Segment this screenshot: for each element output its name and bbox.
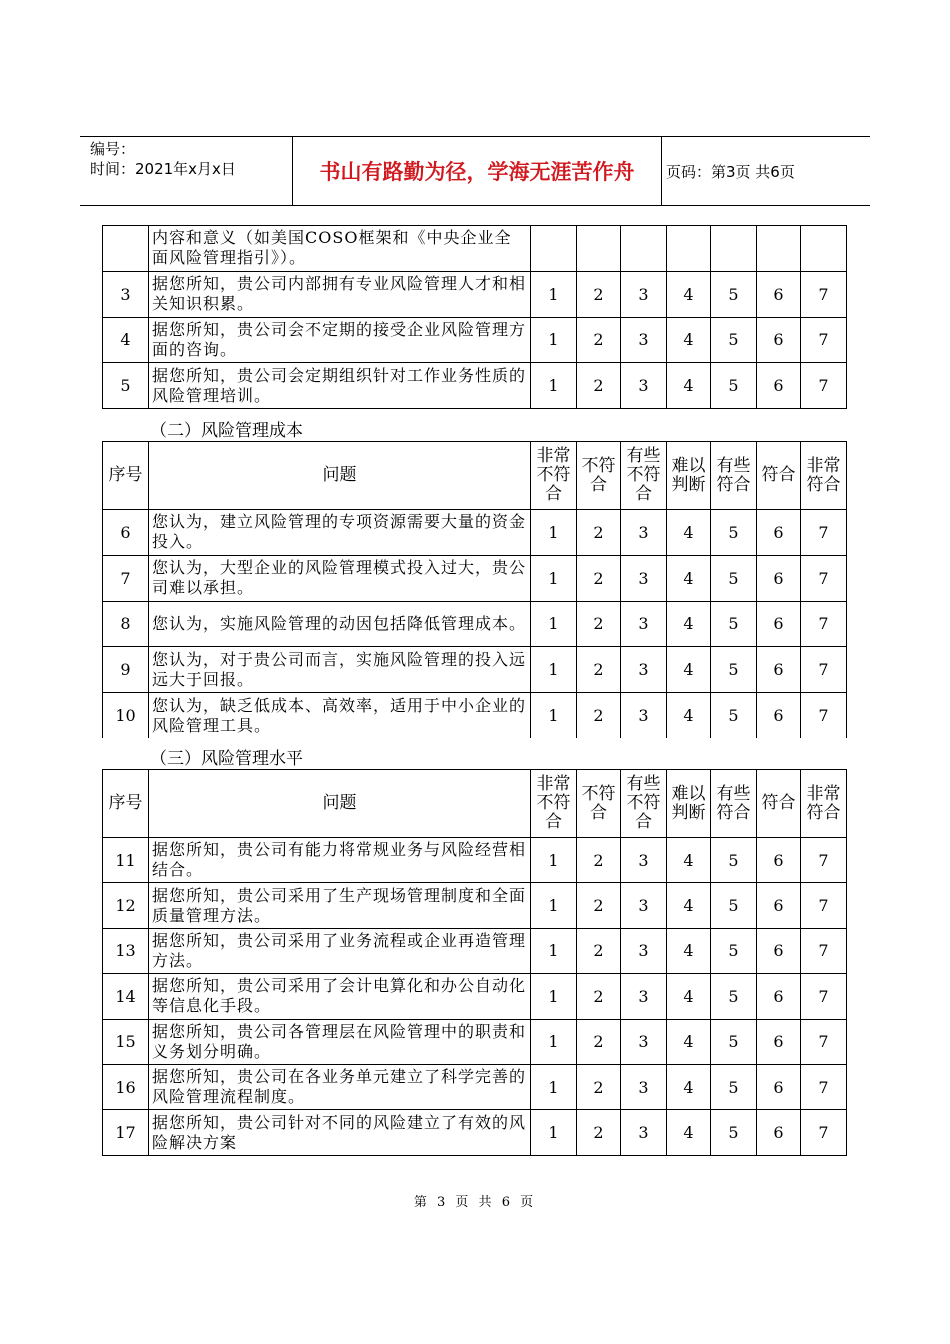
table-row [103, 226, 847, 272]
rating-option: 1 [531, 883, 577, 928]
rating-option: 7 [801, 601, 847, 647]
rating-option: 2 [577, 1064, 621, 1109]
rating-option: 6 [757, 1019, 801, 1064]
rating-option: 6 [757, 883, 801, 928]
rating-option: 1 [531, 928, 577, 973]
rating-option: 7 [801, 1110, 847, 1155]
questionnaire-table-3 [102, 769, 847, 1156]
rating-option: 6 [757, 647, 801, 693]
rating-option: 2 [577, 555, 621, 601]
rating-option: 3 [621, 928, 667, 973]
rating-option: 7 [801, 363, 847, 409]
table-row [103, 1064, 847, 1109]
row-number: 8 [103, 601, 149, 647]
table-row [103, 928, 847, 973]
rating-option: 6 [757, 974, 801, 1019]
rating-option: 6 [757, 1064, 801, 1109]
rating-option: 1 [531, 1110, 577, 1155]
rating-option: 5 [711, 510, 757, 556]
question-text: 据您所知，贵公司会不定期的接受企业风险管理方面的咨询。 [149, 317, 531, 363]
table-row [103, 271, 847, 317]
table-row [103, 510, 847, 556]
column-header: 问题 [149, 770, 531, 838]
rating-option: 1 [531, 974, 577, 1019]
rating-option: 2 [577, 647, 621, 693]
rating-option: 4 [667, 647, 711, 693]
rating-option: 5 [711, 1064, 757, 1109]
question-text: 据您所知，贵公司有能力将常规业务与风险经营相结合。 [149, 838, 531, 883]
rating-option: 3 [621, 510, 667, 556]
rating-option: 6 [757, 838, 801, 883]
rating-option: 7 [801, 555, 847, 601]
rating-option: 4 [667, 1019, 711, 1064]
rating-option: 5 [711, 928, 757, 973]
rating-option: 2 [577, 1110, 621, 1155]
section-title-level: （三）风险管理水平 [150, 749, 303, 769]
rating-option: 1 [531, 693, 577, 739]
rating-option: 1 [531, 1064, 577, 1109]
rating-option: 7 [801, 1064, 847, 1109]
column-header: 有些符合 [711, 442, 757, 510]
rating-option: 4 [667, 838, 711, 883]
rating-option: 4 [667, 928, 711, 973]
header-page-label: 页码：第3页 共6页 [666, 162, 795, 181]
rating-option: 3 [621, 1019, 667, 1064]
rating-option: 2 [577, 271, 621, 317]
page-header [80, 136, 870, 206]
question-text: 您认为，大型企业的风险管理模式投入过大，贵公司难以承担。 [149, 555, 531, 601]
table-row [103, 974, 847, 1019]
column-header: 非常符合 [801, 442, 847, 510]
questionnaire-table-1 [102, 225, 847, 409]
table-row [103, 601, 847, 647]
rating-option: 6 [757, 271, 801, 317]
rating-option: 5 [711, 271, 757, 317]
rating-option: 1 [531, 317, 577, 363]
rating-option: 4 [667, 317, 711, 363]
row-number: 12 [103, 883, 149, 928]
rating-option: 2 [577, 363, 621, 409]
rating-option: 3 [621, 974, 667, 1019]
rating-option: 6 [757, 555, 801, 601]
rating-option: 3 [621, 1110, 667, 1155]
rating-option: 2 [577, 317, 621, 363]
column-header: 非常符合 [801, 770, 847, 838]
section-title-cost: （二）风险管理成本 [150, 421, 303, 441]
row-number: 5 [103, 363, 149, 409]
table-row [103, 317, 847, 363]
column-header: 序号 [103, 442, 149, 510]
rating-option: 2 [577, 1019, 621, 1064]
question-text: 您认为，实施风险管理的动因包括降低管理成本。 [149, 601, 531, 647]
rating-option [667, 226, 711, 272]
row-number: 13 [103, 928, 149, 973]
rating-option: 7 [801, 271, 847, 317]
rating-option: 4 [667, 883, 711, 928]
row-number: 16 [103, 1064, 149, 1109]
question-text: 据您所知，贵公司采用了业务流程或企业再造管理方法。 [149, 928, 531, 973]
rating-option: 5 [711, 601, 757, 647]
rating-option: 3 [621, 601, 667, 647]
rating-option: 5 [711, 974, 757, 1019]
table-row [103, 838, 847, 883]
column-header: 不符合 [577, 442, 621, 510]
rating-option: 4 [667, 363, 711, 409]
rating-option: 2 [577, 838, 621, 883]
question-text: 据您所知，贵公司内部拥有专业风险管理人才和相关知识积累。 [149, 271, 531, 317]
row-number: 14 [103, 974, 149, 1019]
row-number: 10 [103, 693, 149, 739]
table-row [103, 1019, 847, 1064]
rating-option: 5 [711, 647, 757, 693]
column-header: 问题 [149, 442, 531, 510]
row-number: 6 [103, 510, 149, 556]
rating-option [757, 226, 801, 272]
rating-option [801, 226, 847, 272]
rating-option: 3 [621, 271, 667, 317]
rating-option: 6 [757, 1110, 801, 1155]
rating-option: 6 [757, 693, 801, 739]
question-text: 据您所知，贵公司针对不同的风险建立了有效的风险解决方案 [149, 1110, 531, 1155]
row-number: 9 [103, 647, 149, 693]
table-row [103, 363, 847, 409]
rating-option: 3 [621, 883, 667, 928]
column-header: 不符合 [577, 770, 621, 838]
table-row [103, 883, 847, 928]
rating-option: 1 [531, 601, 577, 647]
question-text: 据您所知，贵公司各管理层在风险管理中的职责和义务划分明确。 [149, 1019, 531, 1064]
question-text: 据您所知，贵公司采用了生产现场管理制度和全面质量管理方法。 [149, 883, 531, 928]
rating-option: 5 [711, 317, 757, 363]
table-header-row [103, 442, 847, 510]
rating-option [621, 226, 667, 272]
rating-option: 2 [577, 601, 621, 647]
row-number: 15 [103, 1019, 149, 1064]
rating-option: 5 [711, 838, 757, 883]
rating-option: 1 [531, 838, 577, 883]
rating-option: 7 [801, 1019, 847, 1064]
rating-option: 4 [667, 693, 711, 739]
document-time-label: 时间：2021年x月x日 [90, 160, 236, 178]
question-text: 您认为，缺乏低成本、高效率，适用于中小企业的风险管理工具。 [149, 693, 531, 739]
column-header: 符合 [757, 442, 801, 510]
rating-option: 7 [801, 974, 847, 1019]
row-number: 17 [103, 1110, 149, 1155]
rating-option: 5 [711, 1110, 757, 1155]
column-header: 有些符合 [711, 770, 757, 838]
rating-option: 1 [531, 555, 577, 601]
rating-option: 5 [711, 883, 757, 928]
rating-option [577, 226, 621, 272]
header-motto: 书山有路勤为径，学海无涯苦作舟 [292, 137, 662, 205]
rating-option: 7 [801, 928, 847, 973]
header-meta [90, 139, 236, 179]
question-text: 据您所知，贵公司会定期组织针对工作业务性质的风险管理培训。 [149, 363, 531, 409]
question-text: 您认为，建立风险管理的专项资源需要大量的资金投入。 [149, 510, 531, 556]
row-number: 11 [103, 838, 149, 883]
question-text: 据您所知，贵公司采用了会计电算化和办公自动化等信息化手段。 [149, 974, 531, 1019]
rating-option: 4 [667, 555, 711, 601]
column-header: 非常不符合 [531, 442, 577, 510]
rating-option: 1 [531, 271, 577, 317]
rating-option: 4 [667, 1110, 711, 1155]
document-number-label: 编号： [90, 140, 136, 158]
table-header-row [103, 770, 847, 838]
rating-option: 2 [577, 928, 621, 973]
rating-option: 6 [757, 317, 801, 363]
rating-option: 1 [531, 363, 577, 409]
table-row [103, 693, 847, 739]
rating-option: 3 [621, 363, 667, 409]
rating-option: 3 [621, 647, 667, 693]
rating-option: 1 [531, 1019, 577, 1064]
rating-option: 4 [667, 510, 711, 556]
rating-option: 4 [667, 601, 711, 647]
rating-option: 7 [801, 317, 847, 363]
rating-option: 4 [667, 271, 711, 317]
column-header: 非常不符合 [531, 770, 577, 838]
rating-option: 4 [667, 1064, 711, 1109]
rating-option: 3 [621, 838, 667, 883]
rating-option: 6 [757, 510, 801, 556]
rating-option: 7 [801, 838, 847, 883]
rating-option: 6 [757, 363, 801, 409]
rating-option: 3 [621, 1064, 667, 1109]
rating-option: 2 [577, 883, 621, 928]
table-row [103, 647, 847, 693]
rating-option: 3 [621, 693, 667, 739]
rating-option: 2 [577, 974, 621, 1019]
page-footer: 第 3 页 共 6 页 [413, 1195, 537, 1210]
rating-option: 5 [711, 693, 757, 739]
column-header: 难以判断 [667, 770, 711, 838]
rating-option: 5 [711, 555, 757, 601]
column-header: 难以判断 [667, 442, 711, 510]
rating-option: 2 [577, 693, 621, 739]
rating-option: 3 [621, 317, 667, 363]
question-text: 您认为，对于贵公司而言，实施风险管理的投入远远大于回报。 [149, 647, 531, 693]
question-text: 内容和意义（如美国COSO框架和《中央企业全面风险管理指引》）。 [149, 226, 531, 272]
rating-option: 5 [711, 363, 757, 409]
rating-option: 1 [531, 510, 577, 556]
rating-option: 4 [667, 974, 711, 1019]
rating-option: 2 [577, 510, 621, 556]
column-header: 符合 [757, 770, 801, 838]
row-number: 3 [103, 271, 149, 317]
table-row [103, 1110, 847, 1155]
questionnaire-table-2 [102, 441, 847, 738]
rating-option: 6 [757, 601, 801, 647]
table-row [103, 555, 847, 601]
rating-option: 3 [621, 555, 667, 601]
rating-option: 6 [757, 928, 801, 973]
column-header: 序号 [103, 770, 149, 838]
question-text: 据您所知，贵公司在各业务单元建立了科学完善的风险管理流程制度。 [149, 1064, 531, 1109]
row-number: 7 [103, 555, 149, 601]
rating-option: 7 [801, 693, 847, 739]
rating-option: 7 [801, 510, 847, 556]
rating-option [531, 226, 577, 272]
row-number: 4 [103, 317, 149, 363]
rating-option [711, 226, 757, 272]
row-number [103, 226, 149, 272]
rating-option: 7 [801, 647, 847, 693]
rating-option: 5 [711, 1019, 757, 1064]
column-header: 有些不符合 [621, 442, 667, 510]
rating-option: 1 [531, 647, 577, 693]
rating-option: 7 [801, 883, 847, 928]
column-header: 有些不符合 [621, 770, 667, 838]
